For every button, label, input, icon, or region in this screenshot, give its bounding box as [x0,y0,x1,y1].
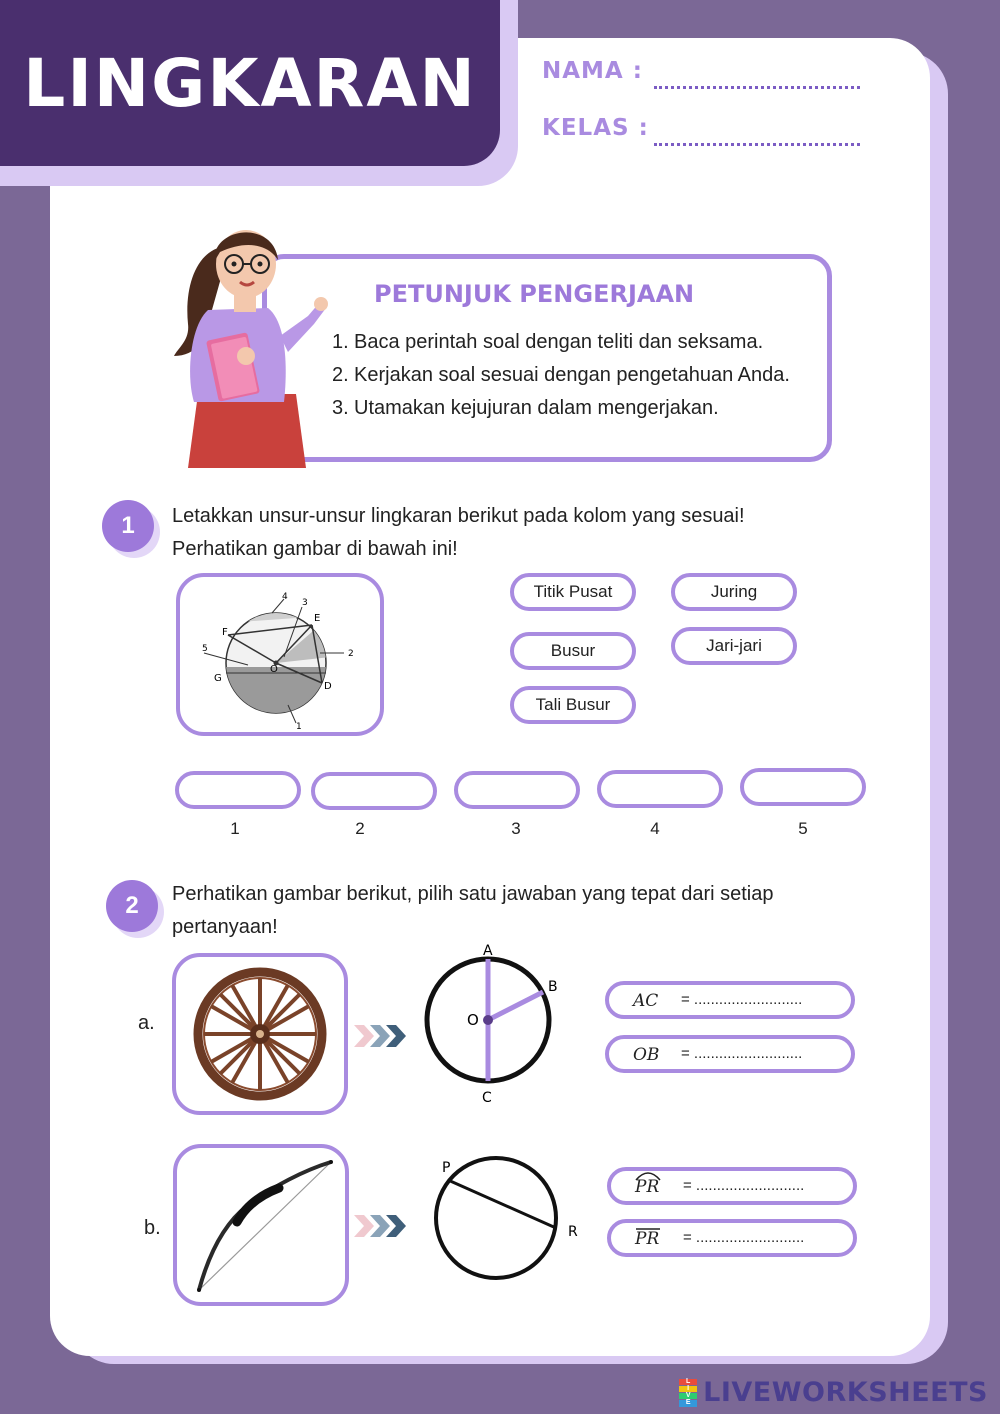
fig-label: 2 [348,649,354,659]
nama-label: NAMA : [542,58,643,84]
row-a-letter: a. [138,1012,155,1034]
wheel-frame [172,953,348,1115]
chevron-right-icon [352,1021,408,1051]
bow-frame [173,1144,349,1306]
circle-diagram-b [430,1150,590,1290]
point-b-label: B [548,979,558,995]
chip-juring[interactable]: Juring [671,573,797,611]
row-b-letter: b. [144,1217,161,1239]
q2-badge: 2 [106,880,158,932]
instruction-item: 1. Baca perintah soal dengan teliti dan seksama. [332,331,764,353]
answer-arc-pr-field[interactable]: PR = .......................... [607,1167,857,1205]
slot-number: 1 [230,819,240,838]
fig-label: 3 [302,598,308,608]
q1-text: Letakkan unsur-unsur lingkaran berikut pada kolom yang sesuai! Perhatikan gambar di bawah ini! [172,505,745,560]
fig-label: O [270,664,278,675]
instruction-item: 2. Kerjakan soal sesuai dengan pengetahuan Anda. [332,364,790,386]
fig-label: 4 [282,592,288,602]
chip-titik-pusat[interactable]: Titik Pusat [510,573,636,611]
page-title: LINGKARAN [23,44,477,122]
kelas-label: KELAS : [542,115,649,141]
kelas-field[interactable] [654,143,860,146]
bow-image [177,1148,345,1302]
slot-number: 5 [798,819,808,838]
fig-label: G [214,673,222,684]
drop-slot-5[interactable] [740,768,866,806]
teacher-illustration [168,206,338,476]
drop-slot-1[interactable] [175,771,301,809]
slot-number: 4 [650,819,660,838]
circle-diagram-a [415,940,575,1108]
q2-text: Perhatikan gambar berikut, pilih satu jawaban yang tepat dari setiap pertanyaan! [172,883,774,938]
footer-brand-text: LIVEWORKSHEETS [703,1377,988,1408]
point-r-label: R [568,1224,578,1240]
instructions-list [332,326,790,425]
point-o-label: O [467,1011,479,1029]
answer-ob-field[interactable]: OB = .......................... [605,1035,855,1073]
instruction-item: 3. Utamakan kejujuran dalam mengerjakan. [332,397,719,419]
chip-busur[interactable]: Busur [510,632,636,670]
slot-number: 3 [511,819,521,838]
liveworksheets-logo-icon: L I V E [679,1379,697,1407]
q1-figure-frame [176,573,384,736]
q1-badge: 1 [102,500,154,552]
chip-tali-busur[interactable]: Tali Busur [510,686,636,724]
title-banner [0,0,500,166]
drop-slot-4[interactable] [597,770,723,808]
fig-label: 1 [296,722,302,732]
point-c-label: C [482,1090,492,1106]
fig-label: E [314,613,321,624]
point-p-label: P [442,1160,451,1176]
wagon-wheel-image [176,957,344,1111]
drop-slot-3[interactable] [454,771,580,809]
fig-label: D [324,681,332,692]
drop-slot-2[interactable] [311,772,437,810]
fig-label: F [222,627,228,638]
answer-segment-pr-field[interactable]: PR = .......................... [607,1219,857,1257]
instructions-title: PETUNJUK PENGERJAAN [374,280,695,308]
point-a-label: A [483,943,493,959]
slot-number: 2 [355,819,365,838]
nama-field[interactable] [654,86,860,89]
footer-brand [679,1377,988,1408]
circle-parts-figure [180,577,380,732]
chevron-right-icon [352,1211,408,1241]
chip-jari-jari[interactable]: Jari-jari [671,627,797,665]
fig-label: 5 [202,644,208,654]
answer-ac-field[interactable]: AC = .......................... [605,981,855,1019]
